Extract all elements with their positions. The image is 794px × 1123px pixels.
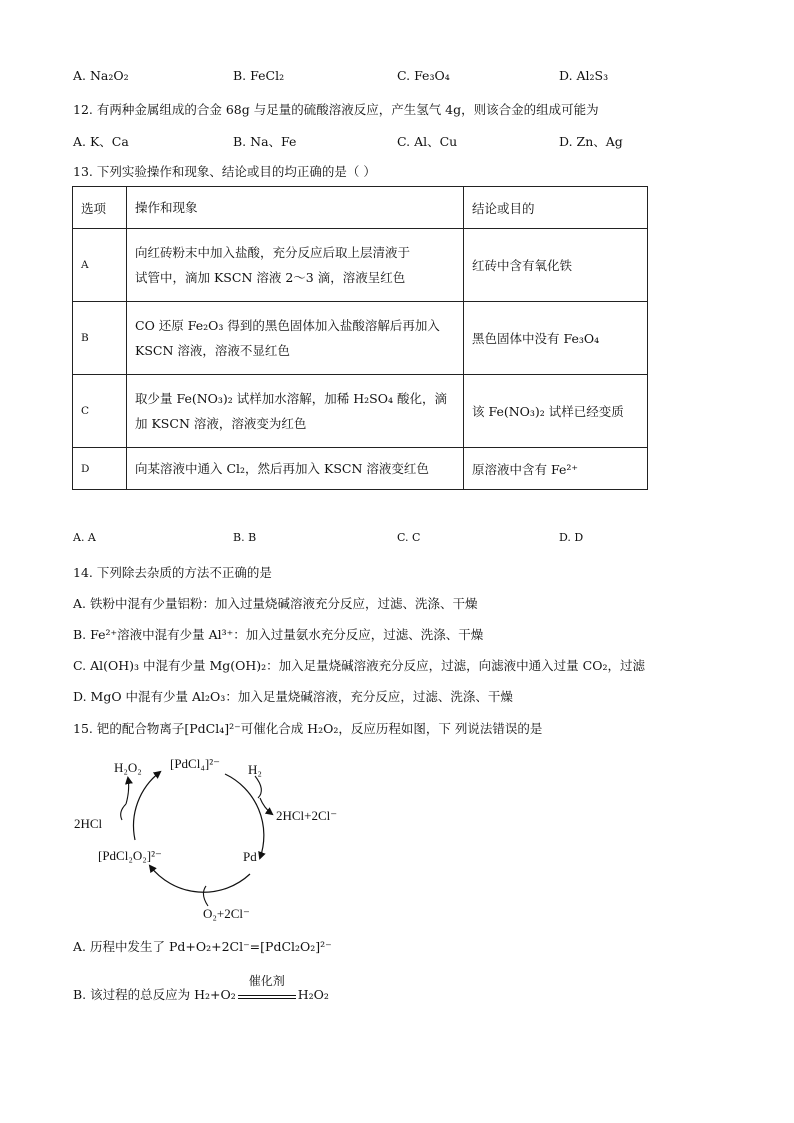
q12-options [73,132,753,148]
q12-option-a: A. K、Ca [73,134,129,149]
q13-stem: 13. 下列实验操作和现象、结论或目的均正确的是（ ） [73,164,376,179]
q13-option-a: A. A [73,531,96,544]
operation-line: 试管中，滴加 KSCN 溶液 2～3 滴，溶液呈红色 [135,270,406,285]
table-row [73,448,648,490]
q13-table [72,186,648,490]
branch-hcl-in [121,804,126,820]
table-row [73,375,648,448]
q15-option-b-prefix: B. 该过程的总反应为 H₂+O₂ [73,987,236,1002]
q15-option-b [73,974,329,1003]
branch-h2-in [255,776,261,798]
row-conclusion: 黑色固体中没有 Fe₃O₄ [464,302,648,375]
label-o2: O₂+2Cl⁻ [203,906,250,921]
q15-stem: 15. 钯的配合物离子[PdCl₄]²⁻可催化合成 H₂O₂，反应历程如图，下 列说法错误的是 [73,721,543,736]
operation-line: 向红砖粉末中加入盐酸，充分反应后取上层清液于 [135,245,411,260]
label-left-complex: [PdCl₂O₂]²⁻ [98,848,162,863]
q14-option-a: A. 铁粉中混有少量铝粉：加入过量烧碱溶液充分反应，过滤、洗涤、干燥 [73,596,478,611]
operation-line: CO 还原 Fe₂O₃ 得到的黑色固体加入盐酸溶解后再加入 [135,318,440,333]
q11-option-d: D. Al₂S₃ [559,68,609,83]
q12-option-b: B. Na、Fe [233,134,297,149]
row-label: A [73,229,127,302]
q14-option-c: C. Al(OH)₃ 中混有少量 Mg(OH)₂：加入足量烧碱溶液充分反应，过滤，向滤液中通入过量 CO₂，过滤 [73,658,645,673]
table-row [73,229,648,302]
q12-stem: 12. 有两种金属组成的合金 68g 与足量的硫酸溶液反应，产生氢气 4g，则该合金的组成可能为 [73,102,599,117]
row-label: C [73,375,127,448]
reaction-arrow [238,974,296,999]
row-label: B [73,302,127,375]
q13-option-b: B. B [233,531,257,544]
double-line [238,995,296,999]
q14-stem: 14. 下列除去杂质的方法不正确的是 [73,565,272,580]
branch-hcl-out [260,798,272,814]
q11-option-b: B. FeCl₂ [233,68,285,83]
q13-option-c: C. C [397,531,421,544]
row-label: D [73,448,127,490]
q11-options [73,68,753,84]
row-operation [127,229,464,302]
q13-option-d: D. D [559,531,584,544]
label-pd: Pd [243,849,257,864]
q15-option-b-product: H₂O₂ [297,987,329,1002]
q11-option-a: A. Na₂O₂ [73,68,129,83]
label-pdcl4: [PdCl₄]²⁻ [170,756,220,771]
header-option: 选项 [73,187,127,229]
operation-line: 加 KSCN 溶液，溶液变为红色 [135,416,307,431]
arc-pd-to-left [150,866,250,892]
operation-line: KSCN 溶液，溶液不显红色 [135,343,290,358]
q12-option-c: C. Al、Cu [397,134,458,149]
catalyst-label: 催化剂 [248,974,285,988]
label-h2: H₂ [248,762,262,777]
header-operation: 操作和现象 [127,187,464,229]
q14-option-b: B. Fe²⁺溶液中混有少量 Al³⁺：加入过量氨水充分反应，过滤、洗涤、干燥 [73,627,484,642]
reaction-cycle-diagram [60,748,360,928]
row-conclusion: 原溶液中含有 Fe²⁺ [464,448,648,490]
table-header-row [73,187,648,229]
arc-top-to-pd [225,774,264,858]
operation-line: 取少量 Fe(NO₃)₂ 试样加水溶解，加稀 H₂SO₄ 酸化，滴 [135,391,447,406]
label-h2o2: H₂O₂ [114,760,142,775]
q11-option-c: C. Fe₃O₄ [397,68,450,83]
operation-line: 向某溶液中通入 Cl₂，然后再加入 KSCN 溶液变红色 [135,461,429,476]
label-hcl: 2HCl [74,816,103,831]
branch-h2o2-out [126,778,129,804]
row-operation [127,448,464,490]
row-operation [127,375,464,448]
q15-option-a: A. 历程中发生了 Pd+O₂+2Cl⁻=[PdCl₂O₂]²⁻ [73,939,332,954]
row-conclusion: 该 Fe(NO₃)₂ 试样已经变质 [464,375,648,448]
header-conclusion: 结论或目的 [464,187,648,229]
q13-options [73,531,753,547]
q14-option-d: D. MgO 中混有少量 Al₂O₃：加入足量烧碱溶液，充分反应，过滤、洗涤、干燥 [73,689,513,704]
row-operation [127,302,464,375]
row-conclusion: 红砖中含有氧化铁 [464,229,648,302]
table-row [73,302,648,375]
arc-left-to-top [134,772,160,840]
branch-o2-in [203,886,208,906]
q12-option-d: D. Zn、Ag [559,134,623,149]
label-right-out: 2HCl+2Cl⁻ [276,808,338,823]
